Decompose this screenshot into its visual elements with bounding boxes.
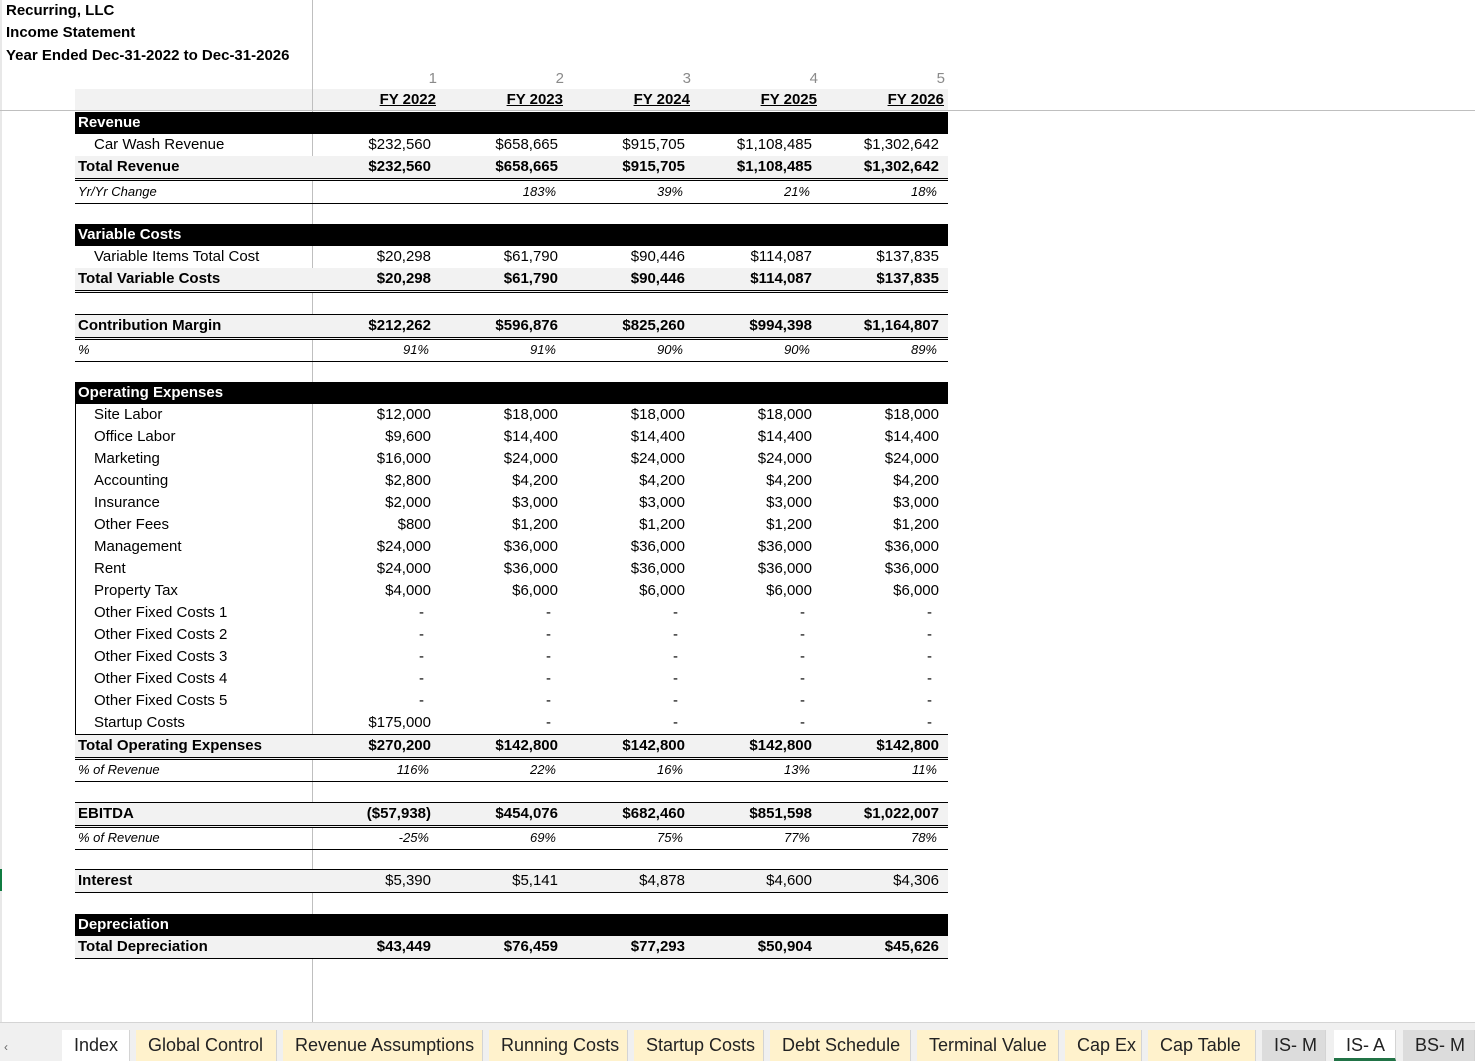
cell-value: $36,000 <box>884 538 939 555</box>
row-label: Other Fixed Costs 1 <box>94 604 228 621</box>
opex-line-item[interactable] <box>75 514 948 536</box>
cell-value: $994,398 <box>749 317 812 334</box>
column-number[interactable]: 4 <box>809 70 818 87</box>
cell-value: $36,000 <box>630 538 685 555</box>
opex-line-item[interactable] <box>75 690 948 712</box>
opex-pct-revenue-row[interactable] <box>75 759 948 782</box>
cell-value: - <box>800 648 805 665</box>
cell-value: 78% <box>910 830 937 845</box>
cell-value: $596,876 <box>495 317 558 334</box>
statement-period[interactable]: Year Ended Dec-31-2022 to Dec-31-2026 <box>6 47 290 64</box>
opex-line-item[interactable] <box>75 448 948 470</box>
cell-value: - <box>800 670 805 687</box>
row-label: Other Fees <box>94 516 170 533</box>
total-operating-expenses-row[interactable] <box>75 734 948 760</box>
column-number[interactable]: 2 <box>555 70 564 87</box>
cell-value: $36,000 <box>503 538 558 555</box>
cell-value: $175,000 <box>368 714 431 731</box>
cell-value: $24,000 <box>376 560 431 577</box>
cell-value: $2,000 <box>385 494 431 511</box>
cell-value: - <box>800 604 805 621</box>
cell-value: $4,306 <box>893 872 939 889</box>
row-label: Car Wash Revenue <box>94 136 225 153</box>
sheet-tab[interactable]: Debt Schedule <box>770 1030 911 1061</box>
row-label: Startup Costs <box>94 714 185 731</box>
cell-value: $24,000 <box>630 450 685 467</box>
row-label: Yr/Yr Change <box>78 184 157 199</box>
cell-value: $45,626 <box>884 938 939 955</box>
cell-value: $232,560 <box>368 158 431 175</box>
depreciation-section-header[interactable] <box>75 914 948 936</box>
opex-line-item[interactable] <box>75 404 948 426</box>
cell-value: - <box>546 604 551 621</box>
total-depreciation-row[interactable] <box>75 936 948 959</box>
cell-value: $800 <box>397 516 431 533</box>
sheet-tab[interactable]: Revenue Assumptions <box>283 1030 483 1061</box>
fiscal-year-header[interactable]: FY 2024 <box>633 91 690 108</box>
cell-value: $1,302,642 <box>863 158 939 175</box>
fiscal-year-header[interactable]: FY 2026 <box>887 91 944 108</box>
cell-value: $1,108,485 <box>736 158 812 175</box>
company-name[interactable]: Recurring, LLC <box>6 2 115 19</box>
cell-value: 90% <box>656 342 683 357</box>
sheet-tab[interactable]: Terminal Value <box>917 1030 1059 1061</box>
opex-line-item[interactable] <box>75 426 948 448</box>
cell-value: - <box>419 648 424 665</box>
sheet-tab[interactable]: Running Costs <box>489 1030 628 1061</box>
sheet-tab[interactable]: IS- M <box>1262 1030 1326 1061</box>
cell-value: - <box>419 604 424 621</box>
cell-value: $24,000 <box>884 450 939 467</box>
cell-value: 91% <box>402 342 429 357</box>
cell-value: - <box>419 626 424 643</box>
section-label: Depreciation <box>78 916 169 933</box>
cell-value: - <box>546 692 551 709</box>
row-label: Property Tax <box>94 582 178 599</box>
opex-line-item[interactable] <box>75 558 948 580</box>
cell-value: 116% <box>396 762 429 777</box>
cell-value: 16% <box>656 762 683 777</box>
cell-value: $90,446 <box>630 270 685 287</box>
cell-value: 13% <box>783 762 810 777</box>
cell-value: - <box>546 626 551 643</box>
cell-value: ($57,938) <box>366 805 431 822</box>
interest-row[interactable] <box>75 869 948 893</box>
cell-value: $6,000 <box>766 582 812 599</box>
revenue-section-header[interactable] <box>75 112 948 134</box>
cell-value: $4,000 <box>385 582 431 599</box>
sheet-tab-bar <box>0 1022 1475 1061</box>
cell-value: $4,200 <box>639 472 685 489</box>
cell-value: - <box>927 714 932 731</box>
cell-value: $18,000 <box>503 406 558 423</box>
cell-value: $61,790 <box>503 248 558 265</box>
row-label: Contribution Margin <box>78 317 222 334</box>
cell-value: $18,000 <box>757 406 812 423</box>
row-label: Site Labor <box>94 406 163 423</box>
cell-value: $24,000 <box>376 538 431 555</box>
cell-value: 91% <box>529 342 556 357</box>
cell-value: $14,400 <box>630 428 685 445</box>
cell-value: $36,000 <box>630 560 685 577</box>
cell-value: $1,200 <box>893 516 939 533</box>
section-label: Revenue <box>78 114 141 131</box>
cell-value: $3,000 <box>512 494 558 511</box>
cell-value: 89% <box>910 342 937 357</box>
cell-value: $43,449 <box>376 938 431 955</box>
opex-line-item[interactable] <box>75 602 948 624</box>
cell-value: $4,200 <box>512 472 558 489</box>
operating-expenses-section-header[interactable] <box>75 382 948 404</box>
cell-value: - <box>673 626 678 643</box>
cell-value: $658,665 <box>495 158 558 175</box>
active-row-marker <box>0 869 2 891</box>
opex-line-item[interactable] <box>75 624 948 646</box>
cell-value: $24,000 <box>503 450 558 467</box>
cell-value: - <box>927 626 932 643</box>
row-label: % of Revenue <box>78 762 160 777</box>
row-label: Total Operating Expenses <box>78 737 262 754</box>
cell-value: $2,800 <box>385 472 431 489</box>
cell-value: - <box>800 626 805 643</box>
cell-value: - <box>927 692 932 709</box>
cell-value: $142,800 <box>749 737 812 754</box>
cell-value: $1,108,485 <box>736 136 812 153</box>
cell-value: $114,087 <box>750 270 812 287</box>
cell-value: - <box>800 692 805 709</box>
row-label: Accounting <box>94 472 169 489</box>
sheet-tab[interactable]: Global Control <box>136 1030 277 1061</box>
cell-value: $4,200 <box>893 472 939 489</box>
cell-value: $454,076 <box>495 805 558 822</box>
cell-value: $6,000 <box>512 582 558 599</box>
cell-value: $137,835 <box>876 270 939 287</box>
column-number[interactable]: 3 <box>682 70 691 87</box>
contribution-pct-row[interactable] <box>75 339 948 362</box>
cell-value: $915,705 <box>622 158 685 175</box>
cell-value: $1,164,807 <box>863 317 939 334</box>
cell-value: $16,000 <box>376 450 431 467</box>
cell-value: $5,141 <box>512 872 558 889</box>
cell-value: $36,000 <box>757 560 812 577</box>
cell-value: $36,000 <box>503 560 558 577</box>
contribution-margin-row[interactable] <box>75 314 948 340</box>
tab-scroll-icon[interactable]: ‹ <box>4 1040 8 1054</box>
cell-value: - <box>927 670 932 687</box>
cell-value: 22% <box>529 762 556 777</box>
cell-value: 77% <box>783 830 810 845</box>
row-label: Variable Items Total Cost <box>94 248 260 265</box>
opex-line-item[interactable] <box>75 470 948 492</box>
cell-value: $142,800 <box>495 737 558 754</box>
cell-value: $6,000 <box>639 582 685 599</box>
row-label: Total Variable Costs <box>78 270 221 287</box>
cell-value: $270,200 <box>368 737 431 754</box>
cell-value: - <box>546 670 551 687</box>
cell-value: - <box>419 670 424 687</box>
cell-value: $61,790 <box>503 270 558 287</box>
cell-value: - <box>673 604 678 621</box>
sheet-tab[interactable]: Cap Table <box>1148 1030 1256 1061</box>
row-label: Total Revenue <box>78 158 180 175</box>
cell-value: $825,260 <box>622 317 685 334</box>
cell-value: $142,800 <box>876 737 939 754</box>
cell-value: 75% <box>656 830 683 845</box>
cell-value: $9,600 <box>385 428 431 445</box>
cell-value: $1,022,007 <box>863 805 939 822</box>
car-wash-revenue-row[interactable] <box>75 134 948 157</box>
row-label: Other Fixed Costs 4 <box>94 670 228 687</box>
cell-value: $14,400 <box>757 428 812 445</box>
cell-value: $3,000 <box>766 494 812 511</box>
cell-value: - <box>800 714 805 731</box>
cell-value: - <box>673 714 678 731</box>
row-label: % of Revenue <box>78 830 160 845</box>
cell-value: 90% <box>783 342 810 357</box>
cell-value: $20,298 <box>376 248 431 265</box>
column-number[interactable]: 5 <box>936 70 945 87</box>
cell-value: $851,598 <box>749 805 812 822</box>
cell-value: $76,459 <box>503 938 558 955</box>
cell-value: $232,560 <box>368 136 431 153</box>
cell-value: $24,000 <box>757 450 812 467</box>
ebitda-row[interactable] <box>75 802 948 828</box>
cell-value: $915,705 <box>622 136 685 153</box>
section-label: Operating Expenses <box>78 384 224 401</box>
cell-value: $114,087 <box>750 248 812 265</box>
cell-value: - <box>673 648 678 665</box>
cell-value: $142,800 <box>622 737 685 754</box>
cell-value: $20,298 <box>376 270 431 287</box>
cell-value: - <box>546 714 551 731</box>
fiscal-year-header[interactable]: FY 2023 <box>506 91 563 108</box>
yoy-change-row[interactable] <box>75 181 948 204</box>
cell-value: $77,293 <box>630 938 685 955</box>
cell-value: $14,400 <box>884 428 939 445</box>
cell-value: 39% <box>656 184 683 199</box>
opex-line-item[interactable] <box>75 646 948 668</box>
row-label: Total Depreciation <box>78 938 208 955</box>
row-label: Insurance <box>94 494 160 511</box>
opex-line-item[interactable] <box>75 536 948 558</box>
variable-items-row[interactable] <box>75 246 948 269</box>
row-label: Marketing <box>94 450 160 467</box>
cell-value: - <box>927 604 932 621</box>
cell-value: -25% <box>398 830 429 845</box>
cell-value: $18,000 <box>630 406 685 423</box>
sheet-tab[interactable]: Startup Costs <box>634 1030 764 1061</box>
variable-costs-section-header[interactable] <box>75 224 948 246</box>
cell-value: $682,460 <box>622 805 685 822</box>
row-label: Management <box>94 538 182 555</box>
cell-value: $1,200 <box>639 516 685 533</box>
cell-value: 69% <box>529 830 556 845</box>
cell-value: $1,200 <box>512 516 558 533</box>
statement-title[interactable]: Income Statement <box>6 24 136 41</box>
cell-value: $4,878 <box>639 872 685 889</box>
cell-value: 183% <box>522 184 556 199</box>
cell-value: 21% <box>783 184 810 199</box>
row-label: Other Fixed Costs 5 <box>94 692 228 709</box>
cell-value: $212,262 <box>368 317 431 334</box>
cell-value: $36,000 <box>884 560 939 577</box>
cell-value: 11% <box>911 762 937 777</box>
cell-value: $5,390 <box>385 872 431 889</box>
row-label: Rent <box>94 560 126 577</box>
total-revenue-row[interactable] <box>75 156 948 181</box>
sheet-tab[interactable]: Index <box>62 1030 130 1061</box>
opex-line-item[interactable] <box>75 580 948 602</box>
row-label: EBITDA <box>78 805 134 822</box>
cell-value: $137,835 <box>876 248 939 265</box>
cell-value: - <box>419 692 424 709</box>
total-variable-costs-row[interactable] <box>75 268 948 293</box>
fiscal-year-header[interactable]: FY 2022 <box>379 91 436 108</box>
cell-value: $4,600 <box>766 872 812 889</box>
row-label: % <box>78 342 90 357</box>
cell-value: $12,000 <box>376 406 431 423</box>
ebitda-pct-revenue-row[interactable] <box>75 827 948 850</box>
cell-value: $14,400 <box>503 428 558 445</box>
cell-value: - <box>927 648 932 665</box>
cell-value: $50,904 <box>757 938 812 955</box>
column-number[interactable]: 1 <box>428 70 437 87</box>
cell-value: - <box>546 648 551 665</box>
freeze-pane-horizontal <box>0 110 1475 111</box>
cell-value: 18% <box>910 184 937 199</box>
cell-value: $36,000 <box>757 538 812 555</box>
cell-value: $4,200 <box>766 472 812 489</box>
opex-line-item[interactable] <box>75 668 948 690</box>
cell-value: - <box>673 692 678 709</box>
opex-line-item[interactable] <box>75 712 948 734</box>
row-label: Office Labor <box>94 428 176 445</box>
opex-line-item[interactable] <box>75 492 948 514</box>
cell-value: $3,000 <box>893 494 939 511</box>
sheet-tab[interactable]: IS- A <box>1334 1030 1396 1061</box>
sheet-tab[interactable]: BS- M <box>1403 1030 1475 1061</box>
cell-value: $1,302,642 <box>863 136 939 153</box>
cell-value: $658,665 <box>495 136 558 153</box>
cell-value: $18,000 <box>884 406 939 423</box>
section-label: Variable Costs <box>78 226 182 243</box>
fiscal-year-header[interactable]: FY 2025 <box>760 91 817 108</box>
cell-value: $90,446 <box>630 248 685 265</box>
row-label: Interest <box>78 872 133 889</box>
row-label: Other Fixed Costs 2 <box>94 626 228 643</box>
cell-value: - <box>673 670 678 687</box>
sheet-tab[interactable]: Cap Ex <box>1065 1030 1142 1061</box>
cell-value: $1,200 <box>766 516 812 533</box>
cell-value: $6,000 <box>893 582 939 599</box>
row-label: Other Fixed Costs 3 <box>94 648 228 665</box>
cell-value: $3,000 <box>639 494 685 511</box>
